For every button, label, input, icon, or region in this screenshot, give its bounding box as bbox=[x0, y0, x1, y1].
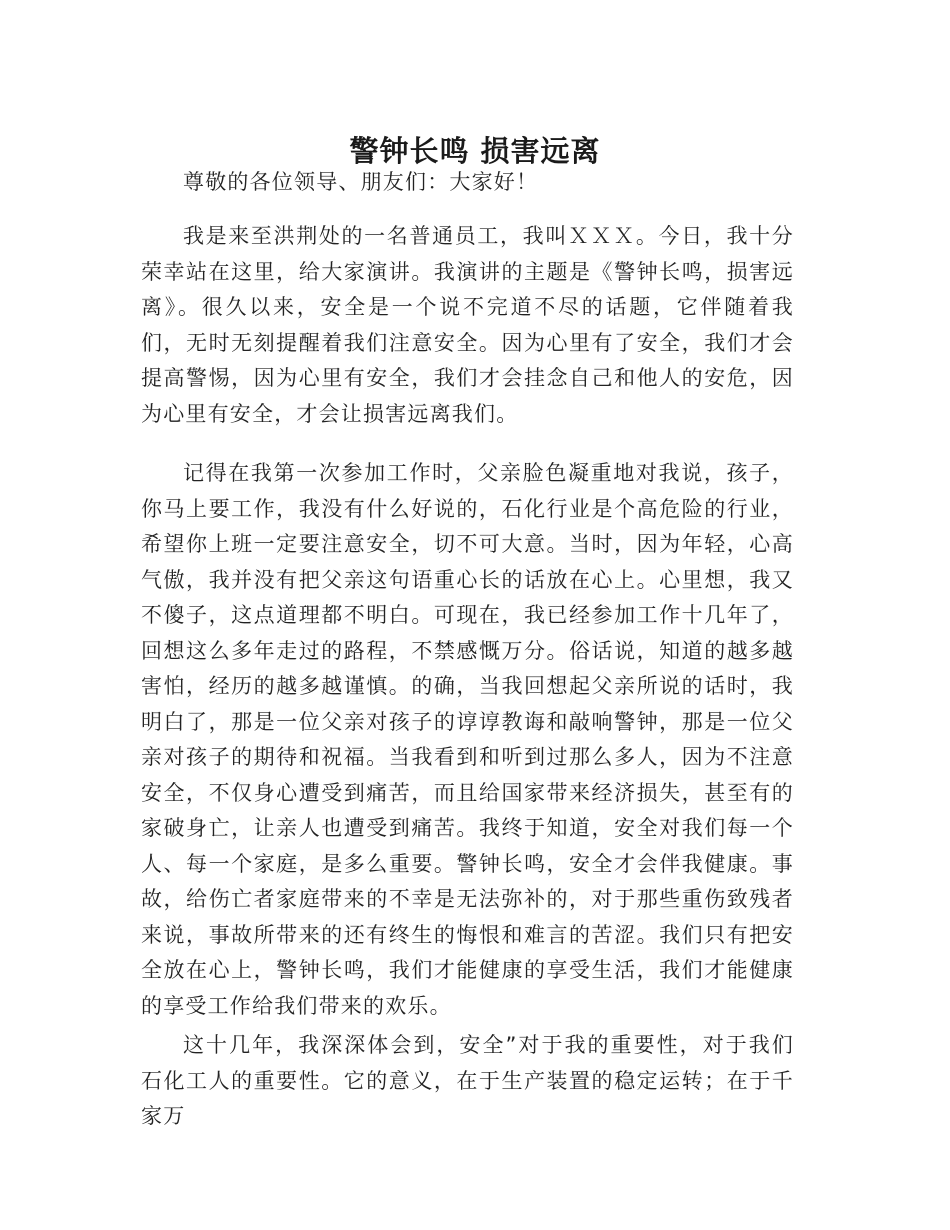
greeting-text: 尊敬的各位领导、朋友们：大家好！ bbox=[183, 170, 539, 194]
document-title: 警钟长鸣 损害远离 bbox=[349, 134, 601, 169]
paragraph-text: 这十几年，我深深体会到，安全”对于我的重要性，对于我们石化工人的重要性。它的意义，在于生产装置的稳定运转；在于千家万 bbox=[141, 1033, 794, 1128]
paragraph-text: 我是来至洪荆处的一名普通员工，我叫ＸＸＸ。今日，我十分荣幸站在这里，给大家演讲。我演讲的主题是《警钟长鸣，损害远离》。很久以来，安全是一个说不完道不尽的话题，它伴随着我们，无时无刻提醒着我们注意安全。因为心里有了安全，我们才会提高警惕，因为心里有安全，我们才会挂念自己和他人的安危，因为心里有安全，才会让损害远离我们。 bbox=[141, 224, 794, 426]
greeting-paragraph bbox=[141, 165, 794, 201]
body-paragraph-3 bbox=[141, 1028, 794, 1135]
body-paragraph-1 bbox=[141, 219, 794, 432]
paragraph-text: 记得在我第一次参加工作时，父亲脸色凝重地对我说，孩子，你马上要工作，我没有什么好说的，石化行业是个高危险的行业，希望你上班一定要注意安全，切不可大意。当时，因为年轻，心高气傲，我并没有把父亲这句语重心长的话放在心上。心里想，我又不傻子，这点道理都不明白。可现在，我已经参加工作十几年了，回想这么多年走过的路程，不禁感慨万分。俗话说，知道的越多越害怕，经历的越多越谨慎。的确，当我回想起父亲所说的话时，我明白了，那是一位父亲对孩子的谆谆教诲和敲响警钟，那是一位父亲对孩子的期待和祝福。当我看到和听到过那么多人，因为不注意安全，不仅身心遭受到痛苦，而且给国家带来经济损失，甚至有的家破身亡，让亲人也遭受到痛苦。我终于知道，安全对我们每一个人、每一个家庭，是多么重要。警钟长鸣，安全才会伴我健康。事故，给伤亡者家庭带来的不幸是无法弥补的，对于那些重伤致残者来说，事故所带来的还有终生的悔恨和难言的苦涩。我们只有把安全放在心上，警钟长鸣，我们才能健康的享受生活，我们才能健康的享受工作给我们带来的欢乐。 bbox=[141, 461, 794, 1018]
body-paragraph-2 bbox=[141, 456, 794, 1024]
